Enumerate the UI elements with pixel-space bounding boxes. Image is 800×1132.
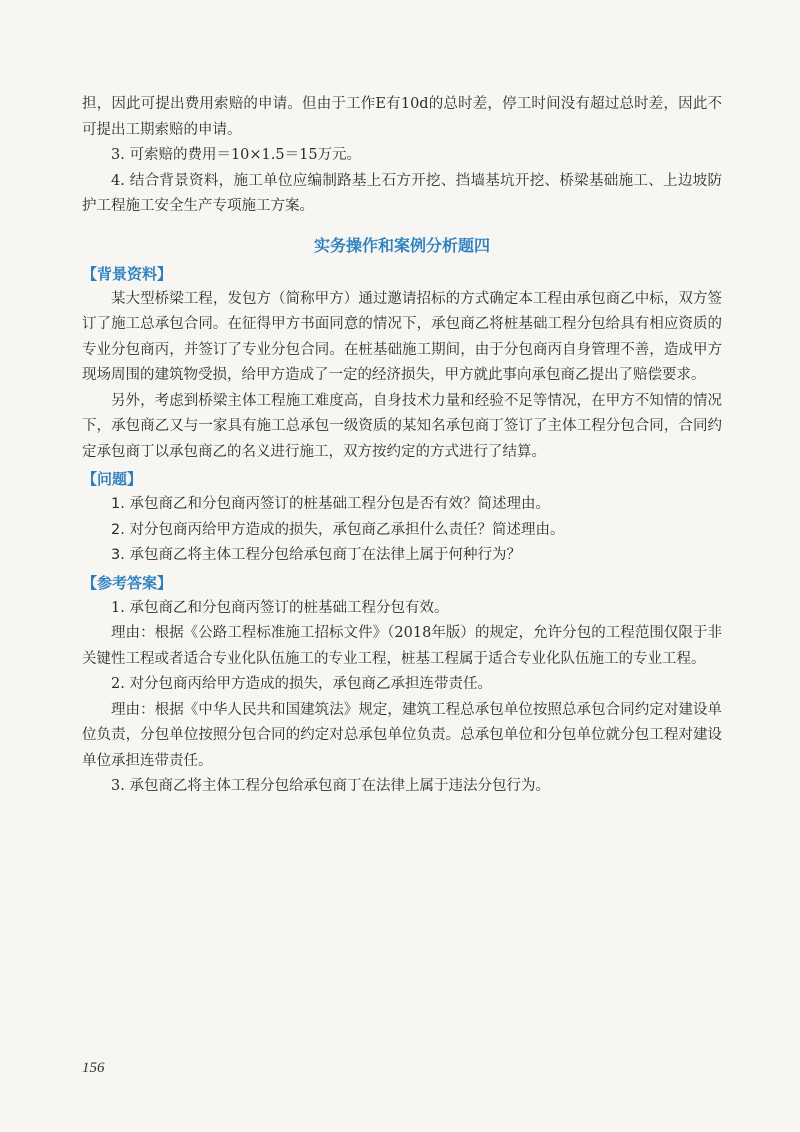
background-paragraph-2: 另外，考虑到桥梁主体工程施工难度高，自身技术力量和经验不足等情况，在甲方不知情的情况下，承包商乙又与一家具有施工总承包一级资质的某知名承包商丁签订了主体工程分包合同，合同约定承包商丁以承包商乙的名义进行施工，双方按约定的方式进行了结算。: [82, 392, 722, 460]
answer-1: 1. 承包商乙和分包商丙签订的桩基础工程分包有效。: [111, 599, 449, 616]
question-item: 3. 承包商乙将主体工程分包给承包商丁在法律上属于何种行为？: [111, 547, 521, 563]
reason-1: 理由：根据《公路工程标准施工招标文件》（2018年版）的规定，允许分包的工程范围仅限于非关键性工程或者适合专业化队伍施工的专业工程，桩基工程属于适合专业化队伍施工的专业工程。: [82, 625, 722, 667]
reason-2: 理由：根据《中华人民共和国建筑法》规定，建筑工程总承包单位按照总承包合同约定对建设单位负责，分包单位按照分包合同的约定对总承包单位负责。总承包单位和分包单位就分包工程对建设单位承担连带责任。: [82, 701, 722, 769]
background-label: 【背景资料】: [82, 264, 173, 283]
question-item: 1. 承包商乙和分包商丙签订的桩基础工程分包是否有效？简述理由。: [111, 496, 550, 512]
paragraph-top-3: 4. 结合背景资料，施工单位应编制路基上石方开挖、挡墙基坑开挖、桥梁基础施工、上边坡防护工程施工安全生产专项施工方案。: [82, 172, 722, 214]
answer-3: 3. 承包商乙将主体工程分包给承包商丁在法律上属于违法分包行为。: [111, 778, 550, 794]
page-body: [82, 92, 722, 800]
background-paragraph-1: 某大型桥梁工程，发包方（简称甲方）通过邀请招标的方式确定本工程由承包商乙中标，双方签订了施工总承包合同。在征得甲方书面同意的情况下，承包商乙将桩基础工程分包给具有相应资质的专业分包商丙，并签订了专业分包合同。在桩基础施工期间，由于分包商丙自身管理不善，造成甲方现场周围的建筑物受损，给甲方造成了一定的经济损失，甲方就此事向承包商乙提出了赔偿要求。: [82, 290, 722, 383]
questions-label: 【问题】: [82, 470, 143, 488]
answer-2: 2. 对分包商丙给甲方造成的损失，承包商乙承担连带责任。: [111, 676, 492, 692]
paragraph-top-2: 3. 可索赔的费用＝10×1.5＝15万元。: [111, 147, 362, 163]
question-item: 2. 对分包商丙给甲方造成的损失，承包商乙承担什么责任？简述理由。: [111, 521, 565, 538]
answers-label: 【参考答案】: [82, 573, 173, 592]
section-title: 实务操作和案例分析题四: [313, 235, 490, 255]
paragraph-top-1: 担，因此可提出费用索赔的申请。但由于工作E有10d的总时差，停工时间没有超过总时差，因此不可提出工期索赔的申请。: [82, 96, 722, 138]
page-number: 156: [82, 1060, 105, 1076]
